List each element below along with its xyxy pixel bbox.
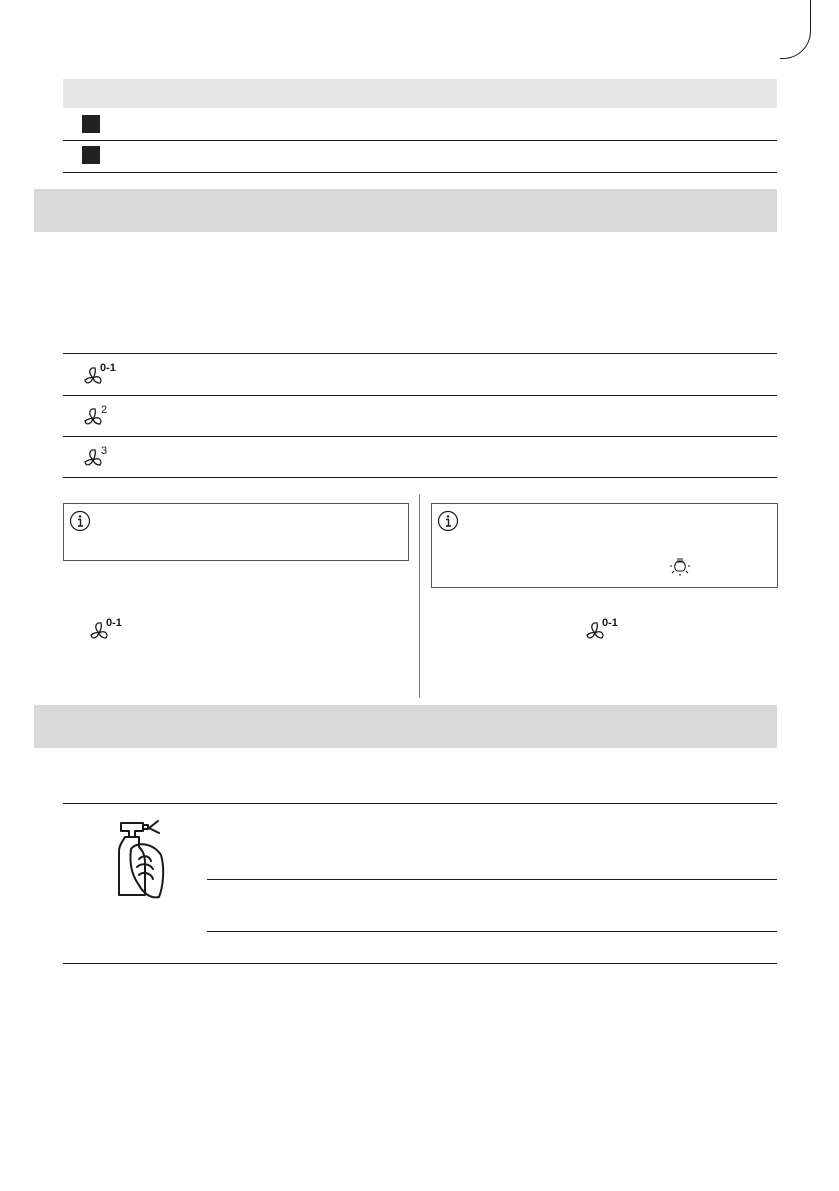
column-divider <box>419 494 420 698</box>
fan-speed-reference <box>89 616 139 646</box>
table-header <box>63 79 777 108</box>
table-divider <box>63 172 777 173</box>
fan-speed-row <box>83 443 133 473</box>
section-heading-band <box>34 189 777 232</box>
light-bulb-icon <box>668 556 692 578</box>
info-icon <box>437 510 459 532</box>
fan-level-label: 3 <box>101 445 108 457</box>
fan-level-label: 2 <box>101 404 108 416</box>
spray-and-cloth-icon <box>105 815 165 903</box>
table-divider <box>63 140 777 141</box>
table-divider <box>63 395 777 396</box>
fan-speed-row <box>83 361 133 391</box>
fan-speed-row <box>83 402 133 432</box>
black-square-icon <box>82 146 100 164</box>
table-divider <box>63 436 777 437</box>
fan-icon <box>89 616 139 646</box>
table-divider <box>207 931 777 932</box>
table-divider <box>63 353 777 354</box>
page-corner-mark <box>780 0 811 59</box>
fan-icon <box>83 361 133 391</box>
info-note-box <box>63 503 409 561</box>
fan-speed-reference <box>585 616 635 646</box>
table-divider <box>63 803 777 804</box>
fan-icon <box>585 616 635 646</box>
fan-level-label: 0-1 <box>100 362 116 374</box>
info-icon <box>69 510 91 532</box>
fan-icon <box>83 402 133 432</box>
table-divider <box>63 963 777 964</box>
table-divider <box>63 477 777 478</box>
black-square-icon <box>82 115 100 133</box>
section-heading-band <box>34 705 777 748</box>
fan-level-label: 0-1 <box>602 617 618 629</box>
fan-icon <box>83 443 133 473</box>
info-note-box <box>431 503 778 588</box>
fan-level-label: 0-1 <box>106 617 122 629</box>
table-divider <box>207 879 777 880</box>
